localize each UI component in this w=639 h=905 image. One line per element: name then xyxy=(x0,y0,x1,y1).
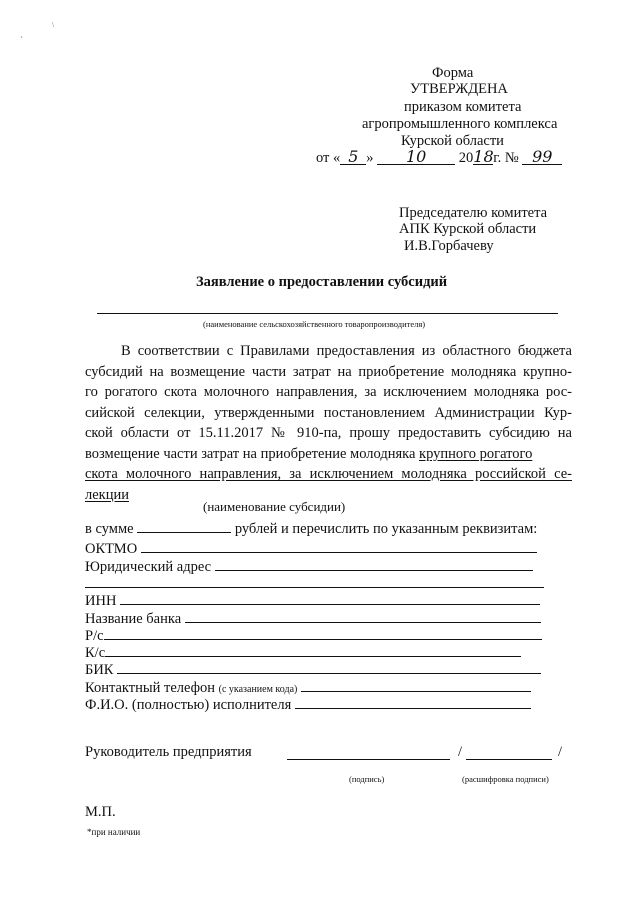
executor-label: Ф.И.О. (полностью) исполнителя xyxy=(85,697,292,713)
date-prefix: от « xyxy=(316,150,341,166)
rs-label: Р/с xyxy=(85,628,104,644)
bik-label: БИК xyxy=(85,662,114,678)
body-line-part: возмещение части затрат на приобретение молодняка xyxy=(85,445,420,462)
legal-address-row xyxy=(85,558,533,575)
stamp-place: М.П. xyxy=(85,804,116,820)
phone-note: (с указанием кода) xyxy=(218,684,298,695)
bank-name-label: Название банка xyxy=(85,611,182,627)
bik-field xyxy=(117,661,541,674)
number-label: г. № xyxy=(493,150,519,166)
body-line: субсидий на возмещение части затрат на приобретение молодняка крупно- xyxy=(85,363,572,380)
legal-address-field xyxy=(215,558,533,571)
oktmo-label: ОКТМО xyxy=(85,541,138,557)
footnote: *при наличии xyxy=(87,827,141,837)
legal-address-label: Юридический адрес xyxy=(85,559,212,575)
body-line xyxy=(85,444,572,465)
amount-line xyxy=(85,520,537,537)
body-line: ской области от 15.11.2017 № 910-па, прошу предоставить субсидию на xyxy=(85,425,572,441)
ks-row xyxy=(85,644,521,661)
amount-field xyxy=(137,520,231,533)
addressee-line: И.В.Горбачеву xyxy=(404,238,494,254)
executor-field xyxy=(295,696,531,709)
applicant-caption: (наименование сельскохозяйственного товаропроизводителя) xyxy=(203,319,426,329)
inn-row xyxy=(85,592,540,609)
subsidy-caption: (наименование субсидии) xyxy=(203,499,346,514)
oktmo-field xyxy=(141,540,537,553)
oktmo-row xyxy=(85,540,537,557)
document-title: Заявление о предоставлении субсидий xyxy=(196,274,448,290)
applicant-name-line xyxy=(97,313,558,314)
amount-suffix: рублей и перечислить по указанным реквизитам: xyxy=(234,521,538,537)
ks-field xyxy=(105,644,521,657)
signature-slash: / xyxy=(458,744,463,760)
bank-name-field xyxy=(185,610,541,623)
phone-label: Контактный телефон xyxy=(85,680,216,696)
year-suffix: 18 xyxy=(473,147,494,166)
scan-mark: \ xyxy=(52,21,54,29)
legal-address-field-continued xyxy=(85,587,544,588)
body-line: го рогатого скота молочного направления, за исключением молодняка рос- xyxy=(85,384,572,400)
scan-mark: ` xyxy=(20,35,23,45)
body-line: скота молочного направления, за исключением молодняка российской се- xyxy=(85,466,572,482)
order-number: 99 xyxy=(522,150,562,165)
phone-row xyxy=(85,679,531,696)
body-line: лекции xyxy=(85,486,129,503)
form-label: Форма xyxy=(432,65,474,81)
order-line: Курской области xyxy=(401,133,504,149)
amount-prefix: в сумме xyxy=(85,521,134,537)
executor-row xyxy=(85,696,531,713)
approved-label: УТВЕРЖДЕНА xyxy=(410,81,508,97)
subsidy-name-underlined: крупного рогатого xyxy=(419,445,533,462)
body-line: сийской селекции, утвержденными постановлением Администрации Кур- xyxy=(85,404,572,421)
approval-date-line xyxy=(316,147,562,166)
signature-caption: (подпись) xyxy=(349,774,385,784)
date-quote: » xyxy=(366,150,374,166)
addressee-line: АПК Курской области xyxy=(399,221,537,237)
bik-row xyxy=(85,661,541,678)
order-line: приказом комитета xyxy=(404,99,522,115)
head-label: Руководитель предприятия xyxy=(85,744,252,760)
date-month: 10 xyxy=(377,150,455,165)
rs-field xyxy=(104,627,542,640)
inn-field xyxy=(120,592,540,605)
bank-name-row xyxy=(85,610,541,627)
signature-field xyxy=(287,759,450,760)
decoding-caption: (расшифровка подписи) xyxy=(462,774,549,784)
year-prefix: 20 xyxy=(458,150,474,166)
inn-label: ИНН xyxy=(85,593,117,609)
phone-field xyxy=(301,679,531,692)
body-paragraph xyxy=(85,341,572,505)
order-line: агропромышленного комплекса xyxy=(362,116,558,132)
signature-slash: / xyxy=(558,744,563,760)
addressee-line: Председателю комитета xyxy=(399,205,548,221)
body-line: В соответствии с Правилами предоставления из областного бюджета xyxy=(121,343,572,359)
date-day: 5 xyxy=(340,150,366,165)
signature-decoding-field xyxy=(466,759,552,760)
rs-row xyxy=(85,627,542,644)
ks-label: К/с xyxy=(85,645,106,661)
